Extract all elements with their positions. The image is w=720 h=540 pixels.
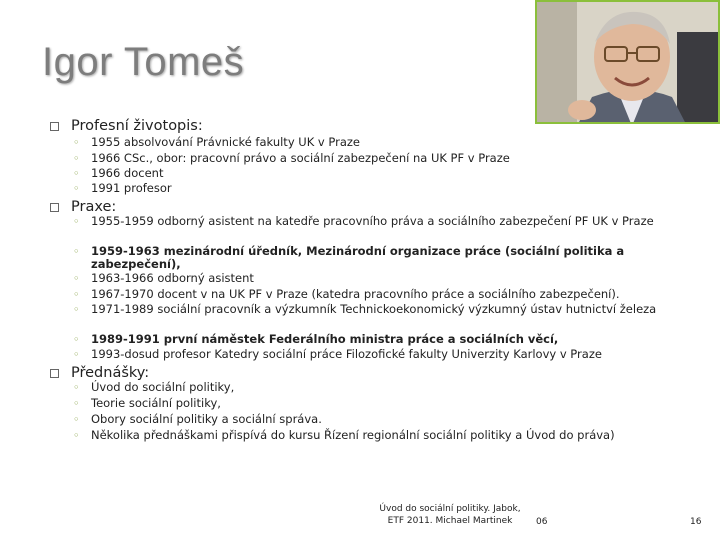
circle-bullet-icon: ◦ [73, 272, 80, 285]
list-item [73, 182, 683, 195]
section-heading [50, 199, 116, 215]
list-item-text: 1955 absolvování Právnické fakulty UK v Praze [91, 135, 360, 149]
list-item-text: 1966 docent [91, 166, 164, 180]
list-item [73, 381, 683, 394]
footer-date: 06 [536, 517, 548, 527]
list-item [73, 167, 683, 180]
slide-footer [360, 503, 540, 527]
list-item-text: Obory sociální politiky a sociální správa. [91, 412, 322, 426]
circle-bullet-icon: ◦ [73, 215, 80, 228]
circle-bullet-icon: ◦ [73, 288, 80, 301]
circle-bullet-icon: ◦ [73, 413, 80, 426]
list-item [73, 348, 683, 361]
list-item-text: Teorie sociální politiky, [91, 396, 221, 410]
circle-bullet-icon: ◦ [73, 152, 80, 165]
circle-bullet-icon: ◦ [73, 381, 80, 394]
list-item-text: 1963-1966 odborný asistent [91, 271, 254, 285]
circle-bullet-icon: ◦ [73, 245, 80, 258]
circle-bullet-icon: ◦ [73, 429, 80, 442]
list-item [73, 288, 683, 301]
page-number: 16 [690, 517, 702, 527]
list-item-text: 1993-dosud profesor Katedry sociální práce Filozofické fakulty Univerzity Karlovy v Praze [91, 347, 602, 361]
list-item [73, 245, 683, 271]
list-item-text: 1966 CSc., obor: pracovní právo a sociální zabezpečení na UK PF v Praze [91, 151, 510, 165]
square-bullet-icon [50, 122, 59, 131]
list-item [73, 272, 683, 285]
list-item [73, 215, 683, 241]
list-item-text: Úvod do sociální politiky, [91, 380, 235, 394]
circle-bullet-icon: ◦ [73, 303, 80, 316]
list-item [73, 413, 683, 426]
footer-author: ETF 2011. Michael Martinek [387, 516, 513, 526]
list-item [73, 136, 683, 149]
section-heading-label: Přednášky: [71, 365, 150, 381]
list-item-text: 1989-1991 první náměstek Federálního ministra práce a sociálních věcí, [91, 332, 559, 346]
list-item-text: 1991 profesor [91, 181, 172, 195]
square-bullet-icon [50, 369, 59, 378]
circle-bullet-icon: ◦ [73, 348, 80, 361]
list-item-text: 1959-1963 mezinárodní úředník, Mezinárodní organizace práce (sociální politika a zabezpečení), [91, 244, 625, 271]
list-item [73, 303, 683, 329]
circle-bullet-icon: ◦ [73, 136, 80, 149]
list-item [73, 152, 683, 165]
list-item-text: 1967-1970 docent v na UK PF v Praze (katedra pracovního práce a sociálního zabezpečení). [91, 287, 620, 301]
section-heading-label: Profesní životopis: [71, 118, 203, 134]
list-item-text: 1955-1959 odborný asistent na katedře pracovního práva a sociálního zabezpečení PF UK v Praze [91, 214, 654, 228]
circle-bullet-icon: ◦ [73, 333, 80, 346]
section-heading-label: Praxe: [71, 199, 117, 215]
circle-bullet-icon: ◦ [73, 182, 80, 195]
list-item [73, 333, 683, 346]
footer-course: Úvod do sociální politiky. Jabok, [379, 504, 521, 514]
section-heading [50, 118, 203, 134]
slide-title: Igor Tomeš [42, 40, 245, 84]
section-heading [50, 365, 149, 381]
circle-bullet-icon: ◦ [73, 397, 80, 410]
list-item [73, 429, 683, 442]
list-item-text: Několika přednáškami přispívá do kursu Řízení regionální sociální politiky a Úvod do práva) [91, 428, 615, 442]
list-item [73, 397, 683, 410]
list-item-text: 1971-1989 sociální pracovník a výzkumník Technickoekonomický výzkumný ústav hutnictví železa [91, 302, 657, 316]
square-bullet-icon [50, 203, 59, 212]
circle-bullet-icon: ◦ [73, 167, 80, 180]
